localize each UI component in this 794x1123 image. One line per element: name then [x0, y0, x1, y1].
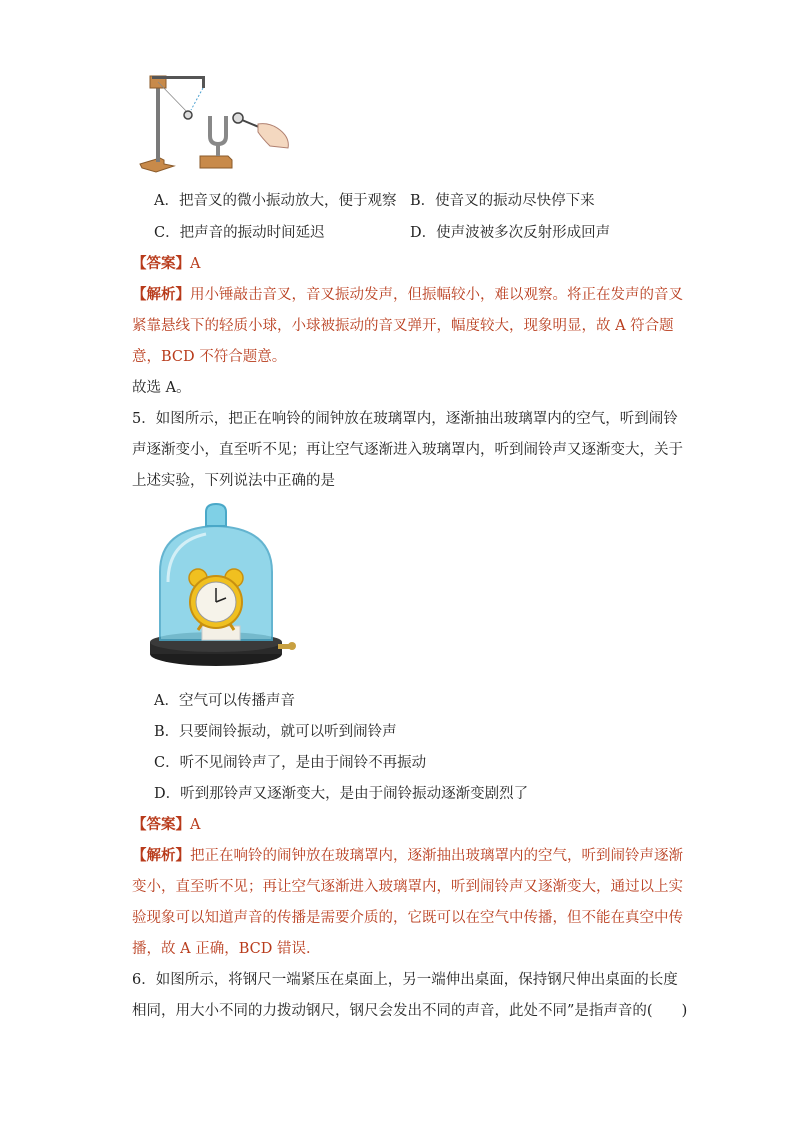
answer-tag: 【答案】: [132, 816, 190, 833]
q4-option-a: A．把音叉的微小振动放大，便于观察: [154, 193, 397, 209]
q4-option-c: C．把声音的振动时间延迟: [154, 225, 325, 241]
q5-stem-line-1: 5．如图所示，把正在响铃的闹钟放在玻璃罩内，逐渐抽出玻璃罩内的空气，听到闹铃: [132, 411, 678, 427]
explanation-tag: 【解析】: [132, 847, 190, 864]
q5-stem-line-3: 上述实验，下列说法中正确的是: [132, 473, 335, 489]
q4-explanation-line-2: 紧靠悬线下的轻质小球，小球被振动的音叉弹开，幅度较大，现象明显，故 A 符合题: [132, 318, 674, 334]
explanation-text: 把正在响铃的闹钟放在玻璃罩内，逐渐抽出玻璃罩内的空气，听到闹铃声逐渐: [190, 848, 683, 864]
answer-value: A: [190, 817, 201, 833]
q5-explanation-line-4: 播，故 A 正确，BCD 错误．: [132, 941, 321, 957]
q4-explanation-line-1: [132, 285, 683, 305]
q5-stem-line-2: 声逐渐变小，直至听不见；再让空气逐渐进入玻璃罩内，听到闹铃声又逐渐变大，关于: [132, 442, 683, 458]
q4-conclusion: 故选 A。: [132, 380, 191, 396]
answer-value: A: [190, 256, 201, 272]
q5-explanation-line-3: 验现象可以知道声音的传播是需要介质的，它既可以在空气中传播，但不能在真空中传: [132, 910, 683, 926]
q5-option-a: A．空气可以传播声音: [154, 693, 295, 709]
q6-stem-line-1: 6．如图所示，将钢尺一端紧压在桌面上，另一端伸出桌面，保持钢尺伸出桌面的长度: [132, 972, 678, 988]
q5-explanation-line-1: [132, 846, 683, 866]
bell-jar-figure: [146, 502, 302, 674]
q5-option-b: B．只要闹铃振动，就可以听到闹铃声: [154, 724, 397, 740]
q5-option-d: D．听到那铃声又逐渐变大，是由于闹铃振动逐渐变剧烈了: [154, 786, 529, 802]
explanation-tag: 【解析】: [132, 286, 190, 303]
q4-explanation-line-3: 意，BCD 不符合题意。: [132, 349, 287, 365]
q6-stem-line-2: 相同，用大小不同的力拨动钢尺，钢尺会发出不同的声音，此处不同”是指声音的( ): [132, 1003, 688, 1019]
q4-answer: [132, 254, 200, 274]
q5-answer: [132, 815, 200, 835]
tuning-fork-figure: [134, 68, 294, 176]
q5-explanation-line-2: 变小，直至听不见；再让空气逐渐进入玻璃罩内，听到闹铃声又逐渐变大，通过以上实: [132, 879, 683, 895]
answer-tag: 【答案】: [132, 255, 190, 272]
explanation-text: 用小锤敲击音叉，音叉振动发声，但振幅较小，难以观察。将正在发声的音叉: [190, 287, 683, 303]
q4-option-d: D．使声波被多次反射形成回声: [410, 225, 611, 241]
q4-option-b: B．使音叉的振动尽快停下来: [410, 193, 595, 209]
q5-option-c: C．听不见闹铃声了，是由于闹铃不再振动: [154, 755, 427, 771]
